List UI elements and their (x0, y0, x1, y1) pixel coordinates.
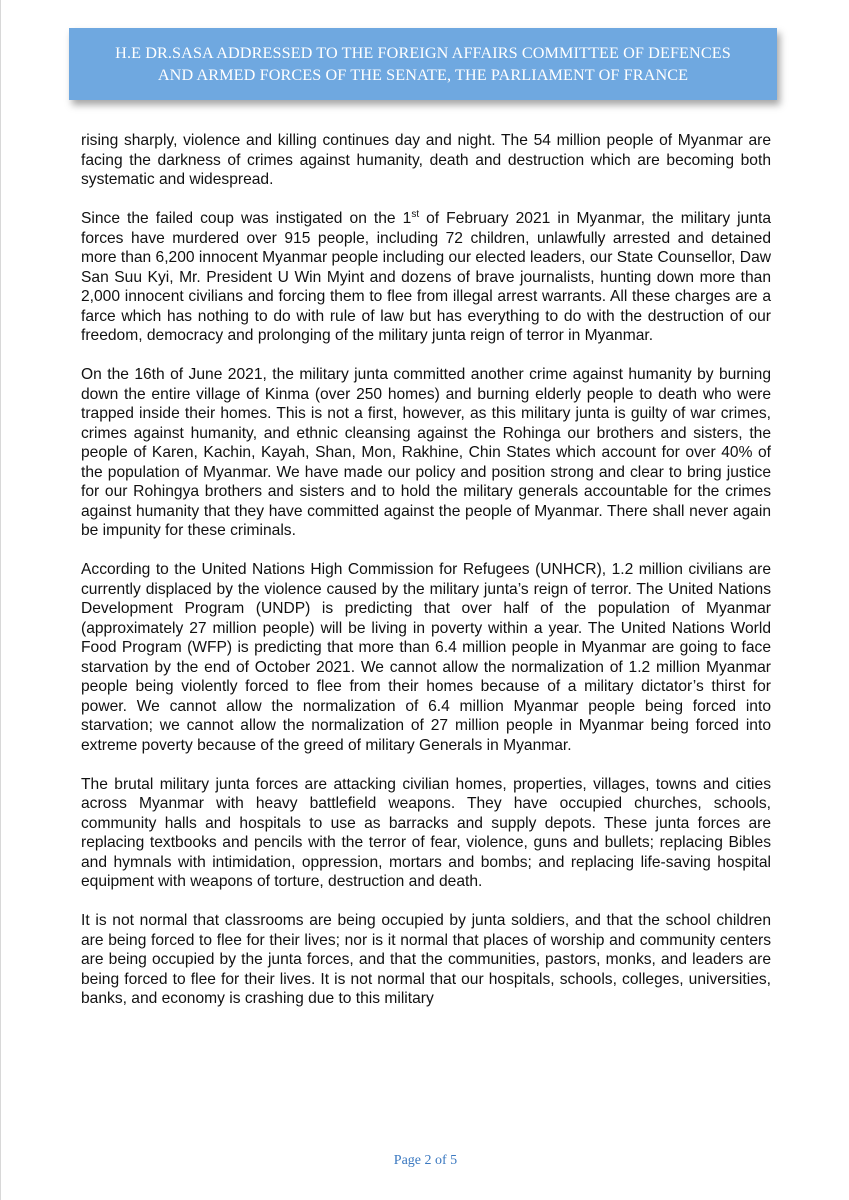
paragraph-2-start: Since the failed coup was instigated on the 1 (81, 210, 412, 227)
document-body (81, 131, 771, 1009)
paragraph-5: The brutal military junta forces are attacking civilian homes, properties, villages, towns and cities across Myanmar with heavy battlefield weapons. They have occupied churches, schools, community halls and hospitals to use as barracks and supply depots. These junta forces are replacing textbooks and pencils with the terror of fear, violence, guns and bullets; replacing Bibles and hymnals with intimidation, oppression, mortars and bombs; and replacing life-saving hospital equipment with weapons of torture, destruction and death. (81, 775, 771, 890)
title-line-2: AND ARMED FORCES OF THE SENATE, THE PARLIAMENT OF FRANCE (157, 66, 689, 84)
paragraph-1: rising sharply, violence and killing continues day and night. The 54 million people of Myanmar are facing the darkness of crimes against humanity, death and destruction which are becoming both systematic and widespread. (81, 132, 771, 188)
header-banner (69, 28, 777, 100)
paragraph-3: On the 16th of June 2021, the military junta committed another crime against humanity by burning down the entire village of Kinma (over 250 homes) and burning elderly people to death who were trapped inside their homes. This is not a first, however, as this military junta is guilty of war crimes, crimes against humanity, and ethnic cleansing against the Rohinga our brothers and sisters, the people of Karen, Kachin, Kayah, Shan, Mon, Rakhine, Chin States which account for over 40% of the population of Myanmar. We have made our policy and position strong and clear to bring justice for our Rohingya brothers and sisters and to hold the military generals accountable for the crimes against humanity that they have committed against the people of Myanmar. There shall never again be impunity for these criminals. (81, 366, 771, 539)
paragraph-4: According to the United Nations High Commission for Refugees (UNHCR), 1.2 million civilians are currently displaced by the violence caused by the military junta’s reign of terror. The United Nations Development Program (UNDP) is predicting that over half of the population of Myanmar (approximately 27 million people) will be living in poverty within a year. The United Nations World Food Program (WFP) is predicting that more than 6.4 million people in Myanmar are going to face starvation by the end of October 2021. We cannot allow the normalization of 1.2 million Myanmar people being violently forced to flee from their homes because of a military dictator’s thirst for power. We cannot allow the normalization of 6.4 million Myanmar people being forced into starvation; we cannot allow the normalization of 27 million people in Myanmar being forced into extreme poverty because of the greed of military Generals in Myanmar. (81, 561, 771, 754)
paragraph-6: It is not normal that classrooms are being occupied by junta soldiers, and that the school children are being forced to flee for their lives; nor is it normal that places of worship and community centers are being occupied by the junta forces, and that the communities, pastors, monks, and leaders are being forced to flee for their lives. It is not normal that our hospitals, schools, colleges, universities, banks, and economy is crashing due to this military (81, 912, 771, 1007)
paragraph-2 (81, 209, 771, 346)
page-number: Page 2 of 5 (393, 1153, 458, 1168)
paragraph-2-rest: of February 2021 in Myanmar, the military junta forces have murdered over 915 people, including 72 children, unlawfully arrested and detained more than 6,200 innocent Myanmar people including our elected leaders, our State Counsellor, Daw San Suu Kyi, Mr. President U Win Myint and dozens of brave journalists, hunting down more than 2,000 innocent civilians and forcing them to flee from illegal arrest warrants. All these charges are a farce which has nothing to do with rule of law but has everything to do with the destruction of our freedom, democracy and prolonging of the military junta reign of terror in Myanmar. (81, 210, 772, 344)
title-line-1: H.E DR.SASA ADDRESSED TO THE FOREIGN AFFAIRS COMMITTEE OF DEFENCES (115, 44, 731, 62)
document-title (79, 42, 767, 86)
ordinal-superscript: st (411, 208, 420, 220)
